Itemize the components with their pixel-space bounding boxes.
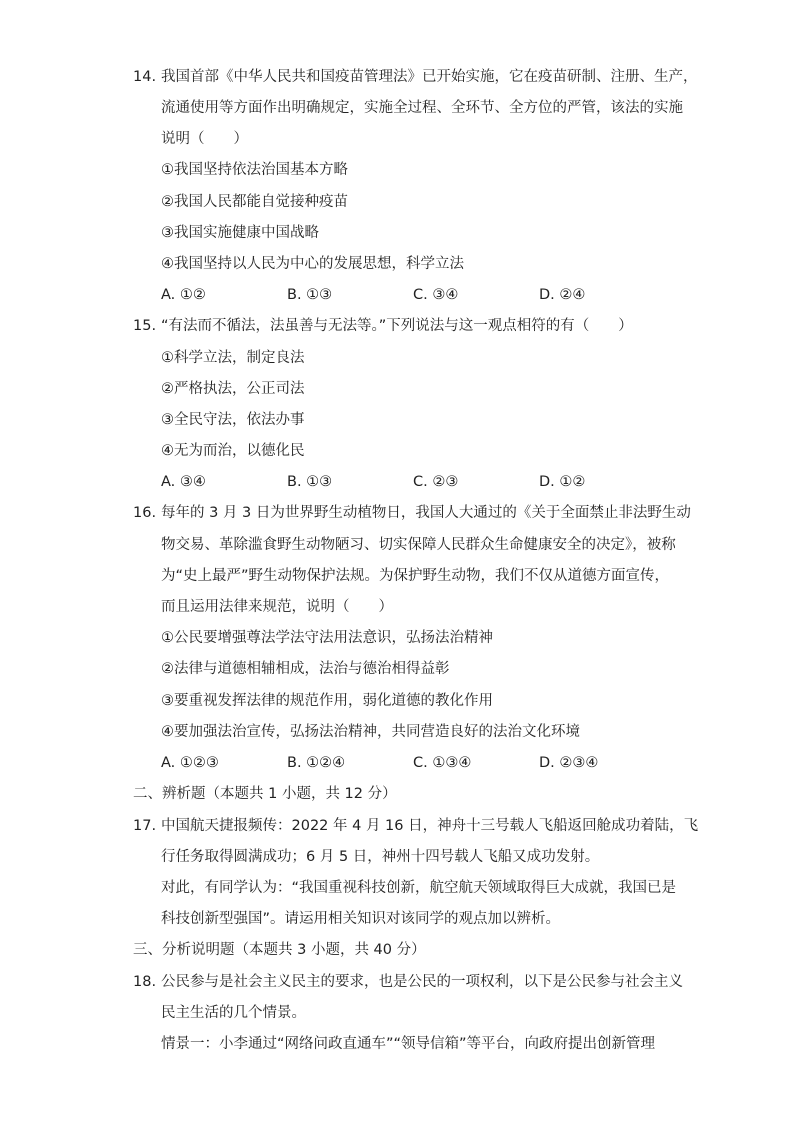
question-text: 民主生活的几个情景。 bbox=[161, 1005, 306, 1021]
option-d: D. ②③④ bbox=[539, 755, 599, 771]
question-number: 14. bbox=[133, 69, 157, 85]
option-b: B. ①②④ bbox=[287, 755, 346, 771]
question-number: 18. bbox=[133, 974, 157, 990]
option-a: A. ①② bbox=[161, 287, 206, 303]
statement: ②法律与道德相辅相成，法治与德治相得益彰 bbox=[161, 661, 450, 677]
question-text: 每年的 3 月 3 日为世界野生动植物日，我国人大通过的《关于全面禁止非法野生动 bbox=[161, 505, 691, 521]
question-text: 我国首部《中华人民共和国疫苗管理法》已开始实施，它在疫苗研制、注册、生产， bbox=[161, 69, 698, 85]
statement: ①我国坚持依法治国基本方略 bbox=[161, 162, 348, 178]
statement: ②我国人民都能自觉接种疫苗 bbox=[161, 194, 348, 210]
statement: ④无为而治，以德化民 bbox=[161, 443, 305, 459]
statement: ③我国实施健康中国战略 bbox=[161, 225, 319, 241]
question-number: 15. bbox=[133, 318, 157, 334]
statement: ④要加强法治宣传，弘扬法治精神，共同营造良好的法治文化环境 bbox=[161, 724, 580, 740]
statement: ④我国坚持以人民为中心的发展思想，科学立法 bbox=[161, 256, 464, 272]
statement: ③要重视发挥法律的规范作用，弱化道德的教化作用 bbox=[161, 693, 493, 709]
option-a: A. ③④ bbox=[161, 474, 206, 490]
option-b: B. ①③ bbox=[287, 287, 333, 303]
option-b: B. ①③ bbox=[287, 474, 333, 490]
question-text: 对此，有同学认为：“我国重视科技创新，航空航天领域取得巨大成就，我国已是 bbox=[161, 880, 677, 896]
option-c: C. ②③ bbox=[413, 474, 459, 490]
question-text: 情景一：小李通过“网络问政直通车”“领导信箱”等平台，向政府提出创新管理 bbox=[161, 1036, 656, 1052]
question-text: 说明（ ） bbox=[161, 131, 248, 147]
option-d: D. ②④ bbox=[539, 287, 586, 303]
statement: ②严格执法，公正司法 bbox=[161, 381, 305, 397]
question-text: 而且运用法律来规范，说明（ ） bbox=[161, 599, 393, 615]
question-text: 行任务取得圆满成功；6 月 5 日，神州十四号载人飞船又成功发射。 bbox=[161, 849, 600, 865]
option-d: D. ①② bbox=[539, 474, 586, 490]
section-title-3: 三、分析说明题（本题共 3 小题，共 40 分） bbox=[133, 942, 426, 958]
question-text: 为“史上最严”野生动物保护法规。为保护野生动物，我们不仅从道德方面宣传， bbox=[161, 568, 670, 584]
question-number: 17. bbox=[133, 818, 157, 834]
option-c: C. ③④ bbox=[413, 287, 459, 303]
statement: ①科学立法，制定良法 bbox=[161, 350, 305, 366]
statement: ①公民要增强尊法学法守法用法意识，弘扬法治精神 bbox=[161, 630, 493, 646]
option-c: C. ①③④ bbox=[413, 755, 472, 771]
question-text: 公民参与是社会主义民主的要求，也是公民的一项权利，以下是公民参与社会主义 bbox=[161, 974, 683, 990]
statement: ③全民守法，依法办事 bbox=[161, 412, 305, 428]
question-text: 中国航天捷报频传：2022 年 4 月 16 日，神舟十三号载人飞船返回舱成功着陆，飞 bbox=[161, 818, 699, 834]
question-text: 流通使用等方面作出明确规定，实施全过程、全环节、全方位的严管，该法的实施 bbox=[161, 100, 683, 116]
question-number: 16. bbox=[133, 505, 157, 521]
section-title-2: 二、辨析题（本题共 1 小题，共 12 分） bbox=[133, 786, 397, 802]
option-a: A. ①②③ bbox=[161, 755, 219, 771]
question-text: 科技创新型强国”。请运用相关知识对该同学的观点加以辨析。 bbox=[161, 911, 561, 927]
question-text: 物交易、革除滥食野生动物陋习、切实保障人民群众生命健康安全的决定》，被称 bbox=[161, 537, 676, 553]
question-text: “有法而不循法，法虽善与无法等。”下列说法与这一观点相符的有（ ） bbox=[161, 318, 633, 334]
